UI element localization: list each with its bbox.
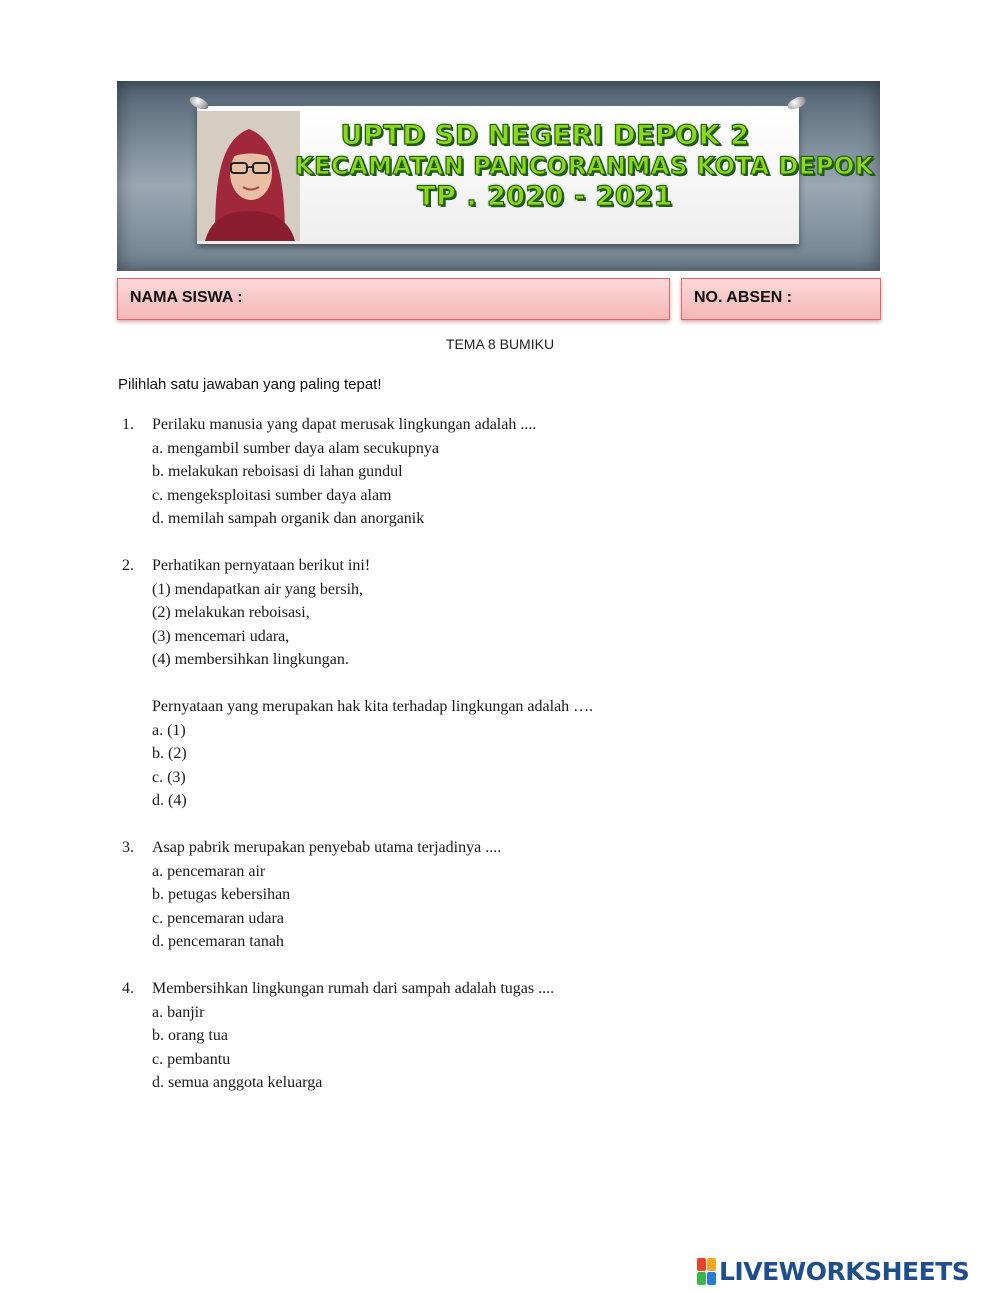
question-1 <box>122 413 842 531</box>
question-list <box>122 413 842 1118</box>
option-a[interactable]: a. (1) <box>152 721 186 739</box>
logo-block-e <box>707 1272 716 1285</box>
school-name: UPTD SD NEGERI DEPOK 2 <box>340 120 750 151</box>
header-card <box>197 106 874 244</box>
attendance-number-field[interactable] <box>681 278 881 320</box>
teacher-photo <box>197 111 300 241</box>
instruction: Pilihlah satu jawaban yang paling tepat! <box>118 376 382 393</box>
statement-2: (2) melakukan reboisasi, <box>152 604 310 621</box>
question-text: Perilaku manusia yang dapat merusak lingkungan adalah .... <box>152 416 537 433</box>
option-c[interactable]: c. mengeksploitasi sumber daya alam <box>152 486 392 504</box>
option-b[interactable]: b. (2) <box>152 745 187 762</box>
question-number: 3. <box>122 839 134 856</box>
student-name-field[interactable] <box>117 278 670 320</box>
question-text: Perhatikan pernyataan berikut ini! <box>152 557 371 574</box>
teacher-portrait <box>197 111 300 241</box>
question-text: Membersihkan lingkungan rumah dari sampah adalah tugas .... <box>152 980 555 997</box>
question-number: 4. <box>122 980 134 997</box>
spacer <box>122 672 842 696</box>
question-text: Asap pabrik merupakan penyebab utama terjadinya .... <box>152 839 502 856</box>
statement-3: (3) mencemari udara, <box>152 627 290 645</box>
school-year: TP . 2020 - 2021 <box>417 181 673 213</box>
logo-block-l <box>697 1258 706 1271</box>
option-a[interactable]: a. banjir <box>152 1003 205 1021</box>
option-d[interactable]: d. (4) <box>152 792 187 809</box>
liveworksheets-logo-icon <box>697 1258 716 1285</box>
question-4 <box>122 977 842 1095</box>
question-3 <box>122 836 842 954</box>
attendance-number-label: NO. ABSEN : <box>694 289 793 306</box>
theme-title: TEMA 8 BUMIKU <box>445 336 555 352</box>
header-banner <box>117 81 880 271</box>
statement-4: (4) membersihkan lingkungan. <box>152 651 349 668</box>
question-2 <box>122 554 842 813</box>
question-number: 2. <box>122 557 134 574</box>
student-name-label: NAMA SISWA : <box>130 289 243 306</box>
pin-icon <box>786 94 808 112</box>
school-title <box>295 120 874 214</box>
option-c[interactable]: c. pembantu <box>152 1050 231 1068</box>
liveworksheets-watermark <box>697 1256 969 1286</box>
option-a[interactable]: a. mengambil sumber daya alam secukupnya <box>152 439 440 457</box>
option-c[interactable]: c. pencemaran udara <box>152 909 284 927</box>
option-d[interactable]: d. semua anggota keluarga <box>152 1074 323 1091</box>
option-a[interactable]: a. pencemaran air <box>152 862 266 880</box>
option-c[interactable]: c. (3) <box>152 768 186 786</box>
question-number: 1. <box>122 416 134 433</box>
pin-icon <box>188 94 210 112</box>
question-prompt: Pernyataan yang merupakan hak kita terhadap lingkungan adalah …. <box>152 698 594 715</box>
option-b[interactable]: b. orang tua <box>152 1027 228 1044</box>
logo-block-v <box>697 1272 706 1285</box>
logo-block-i <box>707 1258 716 1271</box>
watermark-text: LIVEWORKSHEETS <box>719 1256 970 1286</box>
option-d[interactable]: d. memilah sampah organik dan anorganik <box>152 510 425 527</box>
school-district: KECAMATAN PANCORANMAS KOTA DEPOK <box>295 152 874 181</box>
option-d[interactable]: d. pencemaran tanah <box>152 933 284 950</box>
statement-1: (1) mendapatkan air yang bersih, <box>152 580 364 598</box>
option-b[interactable]: b. melakukan reboisasi di lahan gundul <box>152 463 403 480</box>
option-b[interactable]: b. petugas kebersihan <box>152 886 291 903</box>
